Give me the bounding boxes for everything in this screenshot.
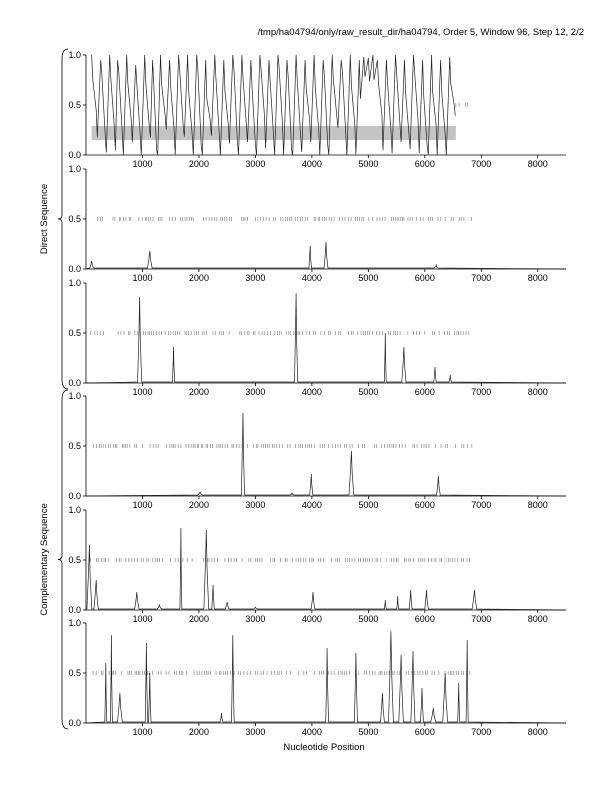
- x-tick-label: 2000: [188, 727, 209, 737]
- group-bracket: [58, 49, 68, 389]
- y-tick-label: 1.0: [68, 278, 81, 288]
- page-title: /tmp/ha04794/only/raw_result_dir/ha04794, Order 5, Window 96, Step 12, 2/2: [257, 27, 584, 38]
- x-tick-label: 1000: [132, 159, 153, 169]
- panel-direct-2: [68, 164, 566, 283]
- x-tick-label: 3000: [245, 387, 266, 397]
- x-tick-label: 7000: [471, 614, 492, 624]
- signal-line: [86, 293, 566, 383]
- x-tick-label: 6000: [414, 727, 435, 737]
- x-tick-label: 4000: [301, 614, 322, 624]
- signal-line: [86, 528, 566, 610]
- x-tick-label: 2000: [188, 614, 209, 624]
- x-tick-label: 2000: [188, 159, 209, 169]
- y-tick-label: 0.0: [68, 378, 81, 388]
- x-tick-label: 3000: [245, 614, 266, 624]
- x-tick-label: 4000: [301, 500, 322, 510]
- x-axis-label: Nucleotide Position: [283, 742, 365, 753]
- x-tick-label: 5000: [358, 727, 379, 737]
- signal-line: [86, 242, 566, 269]
- y-tick-label: 0.5: [68, 441, 81, 451]
- signal-line: [86, 413, 566, 496]
- group-label: Direct Sequence: [39, 183, 50, 255]
- x-tick-label: 3000: [245, 727, 266, 737]
- x-tick-label: 2000: [188, 500, 209, 510]
- x-tick-label: 2000: [188, 273, 209, 283]
- x-tick-label: 2000: [188, 387, 209, 397]
- x-tick-label: 1000: [132, 500, 153, 510]
- x-tick-label: 5000: [358, 387, 379, 397]
- y-tick-label: 0.0: [68, 264, 81, 274]
- y-tick-label: 1.0: [68, 618, 81, 628]
- x-tick-label: 8000: [527, 387, 548, 397]
- y-tick-label: 0.0: [68, 150, 81, 160]
- x-tick-label: 6000: [414, 614, 435, 624]
- x-tick-label: 8000: [527, 159, 548, 169]
- x-tick-label: 7000: [471, 273, 492, 283]
- y-tick-label: 0.5: [68, 328, 81, 338]
- x-tick-label: 7000: [471, 500, 492, 510]
- x-tick-label: 8000: [527, 614, 548, 624]
- y-tick-label: 0.5: [68, 668, 81, 678]
- y-tick-label: 0.0: [68, 605, 81, 615]
- x-tick-label: 4000: [301, 387, 322, 397]
- x-tick-label: 5000: [358, 159, 379, 169]
- x-tick-label: 8000: [527, 273, 548, 283]
- x-tick-label: 3000: [245, 273, 266, 283]
- y-tick-label: 0.5: [68, 555, 81, 565]
- x-tick-label: 6000: [414, 387, 435, 397]
- y-tick-label: 1.0: [68, 505, 81, 515]
- x-tick-label: 4000: [301, 273, 322, 283]
- x-tick-label: 7000: [471, 387, 492, 397]
- x-tick-label: 6000: [414, 159, 435, 169]
- panel-direct-1: [68, 50, 566, 169]
- y-tick-label: 0.0: [68, 491, 81, 501]
- signal-line: [86, 631, 566, 723]
- y-tick-label: 1.0: [68, 164, 81, 174]
- x-tick-label: 1000: [132, 387, 153, 397]
- panel-complementary-2: [68, 505, 566, 624]
- x-tick-label: 1000: [132, 614, 153, 624]
- y-tick-label: 1.0: [68, 50, 81, 60]
- x-tick-label: 1000: [132, 273, 153, 283]
- x-tick-label: 8000: [527, 500, 548, 510]
- y-tick-label: 1.0: [68, 391, 81, 401]
- x-tick-label: 7000: [471, 159, 492, 169]
- x-tick-label: 3000: [245, 159, 266, 169]
- y-tick-label: 0.5: [68, 100, 81, 110]
- x-tick-label: 6000: [414, 273, 435, 283]
- x-tick-label: 7000: [471, 727, 492, 737]
- x-tick-label: 5000: [358, 273, 379, 283]
- group-label: Complementary Sequence: [39, 503, 50, 616]
- panel-complementary-1: [68, 391, 566, 510]
- x-tick-label: 6000: [414, 500, 435, 510]
- y-tick-label: 0.0: [68, 718, 81, 728]
- panel-complementary-3: [68, 618, 566, 737]
- x-tick-label: 5000: [358, 500, 379, 510]
- panel-direct-3: [68, 278, 566, 397]
- y-tick-label: 0.5: [68, 214, 81, 224]
- x-tick-label: 3000: [245, 500, 266, 510]
- x-tick-label: 4000: [301, 159, 322, 169]
- x-tick-label: 1000: [132, 727, 153, 737]
- x-tick-label: 8000: [527, 727, 548, 737]
- x-tick-label: 4000: [301, 727, 322, 737]
- x-tick-label: 5000: [358, 614, 379, 624]
- group-bracket: [58, 390, 68, 729]
